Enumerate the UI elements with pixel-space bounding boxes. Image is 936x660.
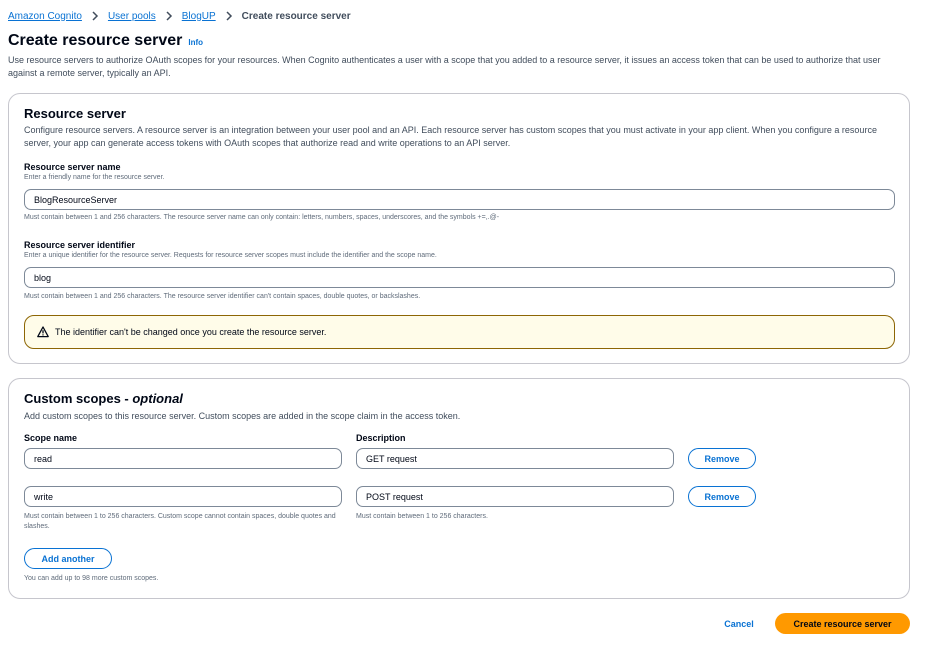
scope-description-constraint: Must contain between 1 to 256 characters.	[356, 513, 488, 520]
cancel-button[interactable]: Cancel	[724, 619, 754, 629]
scope-name-constraint: Must contain between 1 to 256 characters. Custom scope cannot contain spaces, double quotes and slashes.	[24, 513, 336, 530]
custom-scopes-description: Add custom scopes to this resource server. Custom scopes are added in the scope claim in the access token.	[24, 411, 461, 421]
chevron-right-icon	[162, 9, 176, 23]
breadcrumb	[8, 9, 351, 23]
custom-scopes-title-text: Custom scopes -	[24, 391, 133, 406]
breadcrumb-user-pools[interactable]: User pools	[107, 10, 156, 22]
page-title: Create resource server	[8, 32, 183, 49]
remove-scope-button[interactable]: Remove	[688, 486, 756, 507]
custom-scopes-optional-label: optional	[132, 391, 183, 406]
resource-server-identifier-label: Resource server identifier	[24, 240, 136, 250]
remove-scope-button[interactable]: Remove	[688, 448, 756, 469]
scope-name-input[interactable]	[24, 486, 342, 507]
custom-scopes-panel	[8, 378, 910, 599]
remaining-scopes-note: You can add up to 98 more custom scopes.	[24, 575, 159, 582]
resource-server-panel	[8, 93, 910, 364]
scope-description-input[interactable]	[356, 486, 674, 507]
warning-alert	[24, 315, 895, 349]
scope-name-column-label: Scope name	[24, 433, 78, 443]
breadcrumb-current: Create resource server	[241, 10, 351, 22]
breadcrumb-amazon-cognito[interactable]: Amazon Cognito	[8, 10, 82, 22]
info-link[interactable]: Info	[188, 38, 204, 47]
create-resource-server-button[interactable]: Create resource server	[775, 613, 910, 634]
page-header	[8, 32, 203, 50]
resource-server-title: Resource server	[24, 106, 126, 121]
resource-server-name-constraint: Must contain between 1 and 256 characters. The resource server name can only contain: letters, numbers, spaces, underscores, and the symbols +=,.@-	[24, 214, 500, 221]
scope-description-column-label: Description	[356, 433, 406, 443]
add-another-scope-button[interactable]: Add another	[24, 548, 112, 569]
resource-server-name-label: Resource server name	[24, 162, 121, 172]
resource-server-name-input[interactable]	[24, 189, 895, 210]
scope-description-input[interactable]	[356, 448, 674, 469]
scope-name-input[interactable]	[24, 448, 342, 469]
custom-scopes-title	[24, 391, 183, 406]
resource-server-name-hint: Enter a friendly name for the resource server.	[24, 174, 165, 181]
resource-server-description: Configure resource servers. A resource server is an integration between your user pool and an API. Each resource server has custom scopes that you must activate in your app client. When you configure a resource server, your app can generate access tokens with OAuth scopes that authorize read and write operations to an API server.	[24, 125, 877, 148]
resource-server-identifier-input[interactable]	[24, 267, 895, 288]
warning-icon	[37, 326, 49, 338]
chevron-right-icon	[222, 9, 236, 23]
warning-alert-text: The identifier can't be changed once you create the resource server.	[55, 327, 327, 337]
chevron-right-icon	[88, 9, 102, 23]
resource-server-identifier-constraint: Must contain between 1 and 256 characters. The resource server identifier can't contain spaces, double quotes, or backslashes.	[24, 293, 421, 300]
breadcrumb-blogup[interactable]: BlogUP	[181, 10, 216, 22]
resource-server-identifier-hint: Enter a unique identifier for the resource server. Requests for resource server scopes must include the identifier and the scope name.	[24, 252, 437, 259]
page-description: Use resource servers to authorize OAuth scopes for your resources. When Cognito authenticates a user with a scope that you added to a resource server, it issues an access token that can be used to authorize that user against a remote server, typically an API.	[8, 55, 881, 78]
